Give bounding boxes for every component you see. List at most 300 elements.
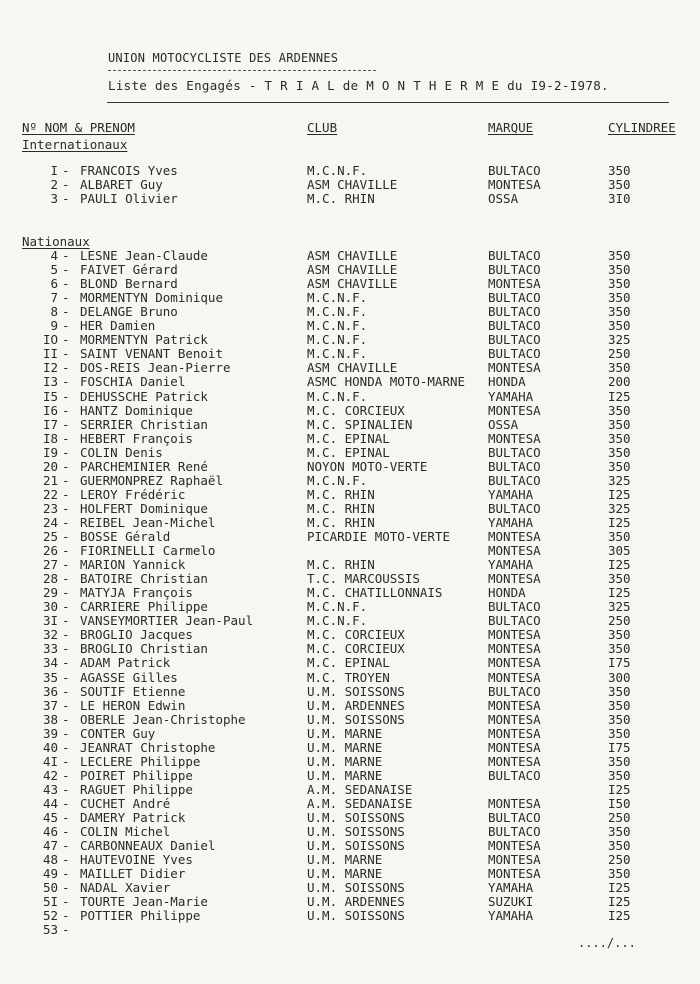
club-name: M.C. EPINAL — [307, 444, 390, 460]
entry-dash: - — [62, 332, 70, 348]
entry-dash: - — [62, 669, 70, 685]
entry-number: 26 — [42, 543, 58, 559]
rider-name: RAGUET Philippe — [80, 781, 193, 797]
entry-number: 34 — [42, 655, 58, 671]
table-row — [0, 390, 700, 404]
table-row — [0, 811, 700, 825]
club-name: PICARDIE MOTO-VERTE — [307, 529, 450, 544]
cylindree: 350 — [608, 458, 631, 474]
entry-number: 3I — [42, 613, 58, 629]
entry-number: 52 — [42, 908, 58, 924]
entry-number: 23 — [42, 500, 58, 516]
marque: BULTACO — [488, 346, 541, 362]
entry-dash: - — [62, 472, 70, 488]
entry-number: 38 — [42, 711, 58, 727]
entry-number: I7 — [42, 416, 58, 432]
club-name: U.M. SOISSONS — [307, 683, 405, 699]
club-name: M.C.N.F. — [307, 388, 368, 404]
marque: HONDA — [488, 585, 526, 601]
cylindree: 350 — [608, 248, 631, 263]
rider-name: BATOIRE Christian — [80, 571, 208, 587]
entry-dash: - — [62, 852, 70, 868]
entry-dash: - — [62, 318, 70, 334]
entry-number: I2 — [42, 360, 58, 376]
marque: MONTESA — [488, 669, 541, 685]
rider-name: HER Damien — [80, 318, 156, 334]
entry-number: I8 — [42, 430, 58, 446]
continuation-marker: ..../... — [578, 936, 636, 950]
title-rule — [107, 102, 669, 103]
cylindree: 350 — [608, 725, 631, 741]
table-row — [0, 530, 700, 544]
rider-name: MORMENTYN Dominique — [80, 290, 223, 306]
entry-dash: - — [62, 402, 70, 418]
cylindree: 350 — [608, 276, 631, 292]
table-row — [0, 797, 700, 811]
cylindree: I25 — [608, 557, 631, 573]
cylindree: 350 — [608, 304, 631, 320]
table-row — [0, 699, 700, 713]
entry-number: 2 — [50, 177, 58, 192]
entry-number: 22 — [42, 486, 58, 502]
marque: YAMAHA — [488, 486, 534, 502]
cylindree: 250 — [608, 852, 631, 868]
cylindree: 3I0 — [608, 191, 631, 206]
entry-dash: - — [62, 725, 70, 741]
marque: MONTESA — [488, 641, 541, 657]
marque: MONTESA — [488, 402, 541, 418]
table-row — [0, 713, 700, 727]
table-row — [0, 164, 700, 178]
rider-name: OBERLE Jean-Christophe — [80, 711, 246, 727]
cylindree: 350 — [608, 163, 631, 178]
entry-dash: - — [62, 262, 70, 278]
marque: YAMAHA — [488, 514, 534, 530]
marque: YAMAHA — [488, 908, 534, 924]
club-name: M.C. RHIN — [307, 500, 375, 516]
entry-dash: - — [62, 346, 70, 362]
entry-dash: - — [62, 599, 70, 615]
cylindree: I75 — [608, 655, 631, 671]
cylindree: 350 — [608, 753, 631, 769]
cylindree: 300 — [608, 669, 631, 685]
club-name: U.M. MARNE — [307, 767, 383, 783]
club-name: M.C.N.F. — [307, 318, 368, 334]
club-name: M.C. RHIN — [307, 557, 375, 573]
rider-name: LE HERON Edwin — [80, 697, 186, 713]
entry-number: 27 — [42, 557, 58, 573]
cylindree: 325 — [608, 332, 631, 348]
club-name: M.C.N.F. — [307, 599, 368, 615]
club-name: A.M. SEDANAISE — [307, 795, 413, 811]
table-row — [0, 783, 700, 797]
club-name: M.C.N.F. — [307, 332, 368, 348]
entry-number: 4I — [42, 753, 58, 769]
entry-dash: - — [62, 416, 70, 432]
marque: OSSA — [488, 416, 519, 432]
entry-dash: - — [62, 767, 70, 783]
club-name: T.C. MARCOUSSIS — [307, 571, 420, 587]
table-row — [0, 558, 700, 572]
entry-number: I — [50, 163, 58, 178]
section-internationaux: Internationaux — [22, 137, 128, 152]
entry-dash: - — [62, 276, 70, 292]
table-row — [0, 488, 700, 502]
cylindree: I25 — [608, 781, 631, 797]
table-row — [0, 404, 700, 418]
rider-name: TOURTE Jean-Marie — [80, 894, 208, 910]
organisation-underline — [108, 70, 376, 71]
marque: BULTACO — [488, 248, 541, 263]
entry-dash: - — [62, 697, 70, 713]
table-row — [0, 867, 700, 881]
marque: BULTACO — [488, 318, 541, 334]
entry-dash: - — [62, 458, 70, 474]
marque: MONTESA — [488, 697, 541, 713]
marque: SUZUKI — [488, 894, 534, 910]
table-row — [0, 895, 700, 909]
marque: MONTESA — [488, 866, 541, 882]
marque: BULTACO — [488, 262, 541, 278]
entry-dash: - — [62, 585, 70, 601]
club-name: ASM CHAVILLE — [307, 177, 398, 192]
entry-dash: - — [62, 613, 70, 629]
club-name: M.C. RHIN — [307, 191, 375, 206]
club-name: M.C.N.F. — [307, 613, 368, 629]
entry-dash: - — [62, 529, 70, 544]
table-row — [0, 685, 700, 699]
club-name: M.C.N.F. — [307, 472, 368, 488]
cylindree: 350 — [608, 838, 631, 854]
entry-number: 5 — [50, 262, 58, 278]
table-row — [0, 277, 700, 291]
table-row — [0, 656, 700, 670]
rider-name: BOSSE Gérald — [80, 529, 171, 544]
rider-name: MORMENTYN Patrick — [80, 332, 208, 348]
entry-dash: - — [62, 486, 70, 502]
marque: MONTESA — [488, 430, 541, 446]
entry-dash: - — [62, 795, 70, 811]
marque: BULTACO — [488, 500, 541, 516]
entry-number: 9 — [50, 318, 58, 334]
marque: HONDA — [488, 374, 526, 390]
cylindree: 350 — [608, 444, 631, 460]
table-row — [0, 432, 700, 446]
cylindree: I25 — [608, 486, 631, 502]
rider-name: VANSEYMORTIER Jean-Paul — [80, 613, 254, 629]
club-name: U.M. MARNE — [307, 739, 383, 755]
entry-dash: - — [62, 922, 70, 938]
club-name: M.C. SPINALIEN — [307, 416, 413, 432]
rider-name: FIORINELLI Carmelo — [80, 543, 216, 559]
club-name: U.M. SOISSONS — [307, 711, 405, 727]
table-row — [0, 600, 700, 614]
column-header-marque: MARQUE — [488, 120, 534, 135]
column-header-club: CLUB — [307, 120, 338, 135]
rider-name: GUERMONPREZ Raphaël — [80, 472, 223, 488]
cylindree: 350 — [608, 290, 631, 306]
marque: MONTESA — [488, 711, 541, 727]
entry-dash: - — [62, 711, 70, 727]
entry-number: 50 — [42, 880, 58, 896]
rider-name: DEHUSSCHE Patrick — [80, 388, 208, 404]
entry-dash: - — [62, 177, 70, 192]
marque: MONTESA — [488, 177, 541, 192]
marque: BULTACO — [488, 163, 541, 178]
rider-name: CONTER Guy — [80, 725, 156, 741]
marque: BULTACO — [488, 472, 541, 488]
entry-number: II — [42, 346, 58, 362]
marque: BULTACO — [488, 444, 541, 460]
marque: YAMAHA — [488, 388, 534, 404]
rider-name: LEROY Frédéric — [80, 486, 186, 502]
table-row — [0, 909, 700, 923]
club-name: U.M. ARDENNES — [307, 697, 405, 713]
entry-dash: - — [62, 641, 70, 657]
rider-name: JEANRAT Christophe — [80, 739, 216, 755]
cylindree: 350 — [608, 866, 631, 882]
rider-name: REIBEL Jean-Michel — [80, 514, 216, 530]
marque: BULTACO — [488, 332, 541, 348]
entry-dash: - — [62, 360, 70, 376]
cylindree: 305 — [608, 543, 631, 559]
entry-number: 39 — [42, 725, 58, 741]
cylindree: 325 — [608, 472, 631, 488]
marque: BULTACO — [488, 613, 541, 629]
document-title: Liste des Engagés - T R I A L de M O N T H E R M E du I9-2-I978. — [108, 78, 609, 93]
cylindree: 350 — [608, 177, 631, 192]
rider-name: AGASSE Gilles — [80, 669, 178, 685]
entry-number: I9 — [42, 444, 58, 460]
club-name: U.M. SOISSONS — [307, 810, 405, 825]
club-name: U.M. SOISSONS — [307, 838, 405, 854]
cylindree: 350 — [608, 641, 631, 657]
entry-number: 40 — [42, 739, 58, 755]
club-name: A.M. SEDANAISE — [307, 781, 413, 797]
marque: BULTACO — [488, 767, 541, 783]
club-name: M.C. CORCIEUX — [307, 641, 405, 657]
cylindree: 250 — [608, 346, 631, 362]
rider-name: SOUTIF Etienne — [80, 683, 186, 699]
table-row — [0, 502, 700, 516]
entry-number: 53 — [42, 922, 58, 938]
rider-name: ALBARET Guy — [80, 177, 163, 192]
club-name: ASM CHAVILLE — [307, 360, 398, 376]
club-name: NOYON MOTO-VERTE — [307, 458, 428, 474]
cylindree: I25 — [608, 894, 631, 910]
cylindree: 350 — [608, 627, 631, 643]
entry-number: 6 — [50, 276, 58, 292]
club-name: M.C.N.F. — [307, 304, 368, 320]
entry-number: 35 — [42, 669, 58, 685]
entry-number: 7 — [50, 290, 58, 306]
entry-dash: - — [62, 894, 70, 910]
entry-number: 8 — [50, 304, 58, 320]
entry-dash: - — [62, 571, 70, 587]
entry-number: 44 — [42, 795, 58, 811]
marque: BULTACO — [488, 810, 541, 825]
club-name: U.M. SOISSONS — [307, 908, 405, 924]
entry-dash: - — [62, 866, 70, 882]
cylindree: I50 — [608, 795, 631, 811]
entry-dash: - — [62, 543, 70, 559]
rider-name: FRANCOIS Yves — [80, 163, 178, 178]
entry-number: I5 — [42, 388, 58, 404]
cylindree: 350 — [608, 318, 631, 334]
entry-dash: - — [62, 824, 70, 840]
entry-dash: - — [62, 753, 70, 769]
entry-number: 29 — [42, 585, 58, 601]
marque: BULTACO — [488, 824, 541, 840]
entry-number: IO — [42, 332, 58, 348]
section-nationaux: Nationaux — [22, 234, 90, 249]
entry-dash: - — [62, 374, 70, 390]
entry-number: I6 — [42, 402, 58, 418]
club-name: U.M. SOISSONS — [307, 824, 405, 840]
marque: MONTESA — [488, 753, 541, 769]
entry-number: I3 — [42, 374, 58, 390]
cylindree: 200 — [608, 374, 631, 390]
table-row — [0, 474, 700, 488]
cylindree: 350 — [608, 711, 631, 727]
rider-name: HOLFERT Dominique — [80, 500, 208, 516]
marque: MONTESA — [488, 739, 541, 755]
club-name: U.M. MARNE — [307, 852, 383, 868]
rider-name: BROGLIO Jacques — [80, 627, 193, 643]
entry-number: 36 — [42, 683, 58, 699]
entry-dash: - — [62, 810, 70, 825]
cylindree: 250 — [608, 613, 631, 629]
entry-dash: - — [62, 500, 70, 516]
cylindree: I25 — [608, 585, 631, 601]
marque: MONTESA — [488, 529, 541, 544]
rider-name: HEBERT François — [80, 430, 193, 446]
entry-dash: - — [62, 627, 70, 643]
table-row — [0, 769, 700, 783]
marque: YAMAHA — [488, 557, 534, 573]
cylindree: 350 — [608, 416, 631, 432]
cylindree: 350 — [608, 683, 631, 699]
marque: BULTACO — [488, 599, 541, 615]
club-name: ASMC HONDA MOTO-MARNE — [307, 374, 466, 390]
entry-number: 20 — [42, 458, 58, 474]
club-name: M.C. CORCIEUX — [307, 627, 405, 643]
club-name: M.C. RHIN — [307, 486, 375, 502]
entry-number: 5I — [42, 894, 58, 910]
entry-dash: - — [62, 880, 70, 896]
club-name: M.C. TROYEN — [307, 669, 390, 685]
rider-name: POTTIER Philippe — [80, 908, 201, 924]
rider-name: NADAL Xavier — [80, 880, 171, 896]
table-row — [0, 291, 700, 305]
entry-dash: - — [62, 388, 70, 404]
cylindree: I25 — [608, 388, 631, 404]
table-row — [0, 361, 700, 375]
table-row — [0, 319, 700, 333]
table-row — [0, 460, 700, 474]
rider-name: CARRIERE Philippe — [80, 599, 208, 615]
entry-dash: - — [62, 655, 70, 671]
cylindree: I25 — [608, 908, 631, 924]
table-row — [0, 853, 700, 867]
marque: MONTESA — [488, 627, 541, 643]
marque: MONTESA — [488, 655, 541, 671]
rider-name: BROGLIO Christian — [80, 641, 208, 657]
marque: MONTESA — [488, 360, 541, 376]
cylindree: 350 — [608, 360, 631, 376]
cylindree: I75 — [608, 739, 631, 755]
table-row — [0, 614, 700, 628]
club-name: M.C.N.F. — [307, 163, 368, 178]
entry-dash: - — [62, 290, 70, 306]
table-row — [0, 178, 700, 192]
table-row — [0, 333, 700, 347]
rider-name: CARBONNEAUX Daniel — [80, 838, 216, 854]
entry-dash: - — [62, 430, 70, 446]
entry-dash: - — [62, 557, 70, 573]
table-row — [0, 572, 700, 586]
marque: MONTESA — [488, 852, 541, 868]
rider-name: LECLERE Philippe — [80, 753, 201, 769]
rider-name: DOS-REIS Jean-Pierre — [80, 360, 231, 376]
club-name: ASM CHAVILLE — [307, 262, 398, 278]
club-name: U.M. ARDENNES — [307, 894, 405, 910]
entry-number: 32 — [42, 627, 58, 643]
entry-dash: - — [62, 444, 70, 460]
entry-dash: - — [62, 908, 70, 924]
cylindree: 350 — [608, 824, 631, 840]
table-row — [0, 825, 700, 839]
entry-number: 37 — [42, 697, 58, 713]
entry-dash: - — [62, 838, 70, 854]
entry-dash: - — [62, 304, 70, 320]
entry-number: 30 — [42, 599, 58, 615]
table-row — [0, 755, 700, 769]
table-row — [0, 544, 700, 558]
club-name: M.C. EPINAL — [307, 655, 390, 671]
marque: OSSA — [488, 191, 519, 206]
rider-name: CUCHET André — [80, 795, 171, 811]
marque: MONTESA — [488, 838, 541, 854]
cylindree: 350 — [608, 697, 631, 713]
entry-number: 48 — [42, 852, 58, 868]
table-row — [0, 446, 700, 460]
entry-number: 21 — [42, 472, 58, 488]
club-name: M.C.N.F. — [307, 346, 368, 362]
club-name: U.M. MARNE — [307, 725, 383, 741]
marque: BULTACO — [488, 304, 541, 320]
table-row — [0, 881, 700, 895]
marque: MONTESA — [488, 795, 541, 811]
marque: BULTACO — [488, 290, 541, 306]
rider-name: FAIVET Gérard — [80, 262, 178, 278]
table-row — [0, 347, 700, 361]
entry-dash: - — [62, 683, 70, 699]
rider-name: DAMERY Patrick — [80, 810, 186, 825]
entry-number: 4 — [50, 248, 58, 263]
cylindree: 250 — [608, 810, 631, 825]
entry-dash: - — [62, 739, 70, 755]
cylindree: I25 — [608, 880, 631, 896]
table-row — [0, 192, 700, 206]
marque: MONTESA — [488, 543, 541, 559]
cylindree: 350 — [608, 767, 631, 783]
entry-number: 24 — [42, 514, 58, 530]
table-row — [0, 839, 700, 853]
rider-name: HAUTEVOINE Yves — [80, 852, 193, 868]
table-row — [0, 741, 700, 755]
club-name: M.C. EPINAL — [307, 430, 390, 446]
